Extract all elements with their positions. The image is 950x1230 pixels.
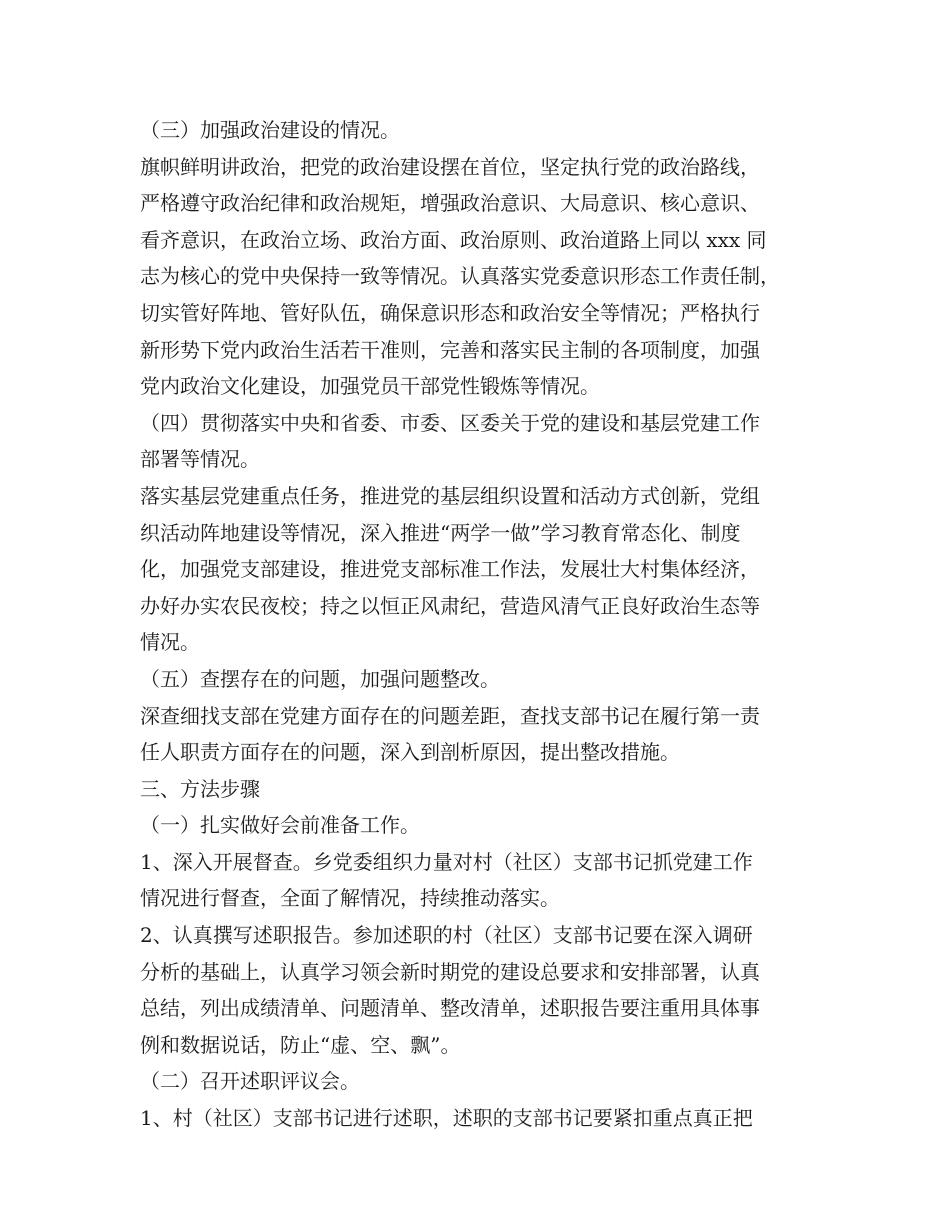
paragraph-line: 织活动阵地建设等情况，深入推进“两学一做”学习教育常态化、制度 [140, 520, 741, 545]
paragraph-line: 情况进行督查，全面了解情况，持续推动落实。 [140, 886, 560, 911]
paragraph-line: 总结，列出成绩清单、问题清单、整改清单，述职报告要注重用具体事 [140, 996, 760, 1021]
paragraph-line: 情况。 [140, 630, 200, 655]
paragraph-line: 旗帜鲜明讲政治，把党的政治建设摆在首位，坚定执行党的政治路线， [140, 154, 760, 179]
section-heading-3: （三）加强政治建设的情况。 [140, 118, 400, 142]
section-heading-2: （二）召开述职评议会。 [140, 1069, 360, 1094]
paragraph-line: 党内政治文化建设，加强党员干部党性锻炼等情况。 [140, 374, 600, 399]
paragraph-line: 严格遵守政治纪律和政治规矩，增强政治意识、大局意识、核心意识、 [140, 191, 760, 216]
paragraph-line: 落实基层党建重点任务，推进党的基层组织设置和活动方式创新，党组 [140, 483, 760, 508]
paragraph-line: 分析的基础上，认真学习领会新时期党的建设总要求和安排部署，认真 [140, 959, 760, 984]
paragraph-line: 1、村（社区）支部书记进行述职，述职的支部书记要紧扣重点真正把 [140, 1106, 753, 1131]
paragraph-line: 1、深入开展督查。乡党委组织力量对村（社区）支部书记抓党建工作 [140, 849, 753, 874]
section-heading-4: （四）贯彻落实中央和省委、市委、区委关于党的建设和基层党建工作 [140, 410, 760, 435]
paragraph-line: 志为核心的党中央保持一致等情况。认真落实党委意识形态工作责任制， [140, 264, 780, 289]
paragraph-line: 深查细找支部在党建方面存在的问题差距，查找支部书记在履行第一责 [140, 703, 760, 728]
paragraph-line: 办好办实农民夜校；持之以恒正风肃纪，营造风清气正良好政治生态等 [140, 593, 760, 618]
section-heading-5: （五）查摆存在的问题，加强问题整改。 [140, 666, 500, 691]
paragraph-line: 切实管好阵地、管好队伍，确保意识形态和政治安全等情况；严格执行 [140, 300, 760, 325]
chapter-heading-methods: 三、方法步骤 [140, 776, 260, 801]
document-body [140, 112, 830, 1137]
paragraph-line: 例和数据说话，防止“虚、空、飘”。 [140, 1032, 461, 1057]
paragraph-line: 看齐意识，在政治立场、政治方面、政治原则、政治道路上同以 xxx 同 [140, 227, 767, 252]
paragraph-line: 任人职责方面存在的问题，深入到剖析原因，提出整改措施。 [140, 740, 680, 765]
paragraph-line: 2、认真撰写述职报告。参加述职的村（社区）支部书记要在深入调研 [140, 923, 753, 948]
paragraph-line: 新形势下党内政治生活若干准则，完善和落实民主制的各项制度，加强 [140, 337, 760, 362]
paragraph-line: 化，加强党支部建设，推进党支部标准工作法，发展壮大村集体经济， [140, 557, 760, 582]
section-heading-4-cont: 部署等情况。 [140, 447, 260, 472]
section-heading-1: （一）扎实做好会前准备工作。 [140, 813, 420, 838]
